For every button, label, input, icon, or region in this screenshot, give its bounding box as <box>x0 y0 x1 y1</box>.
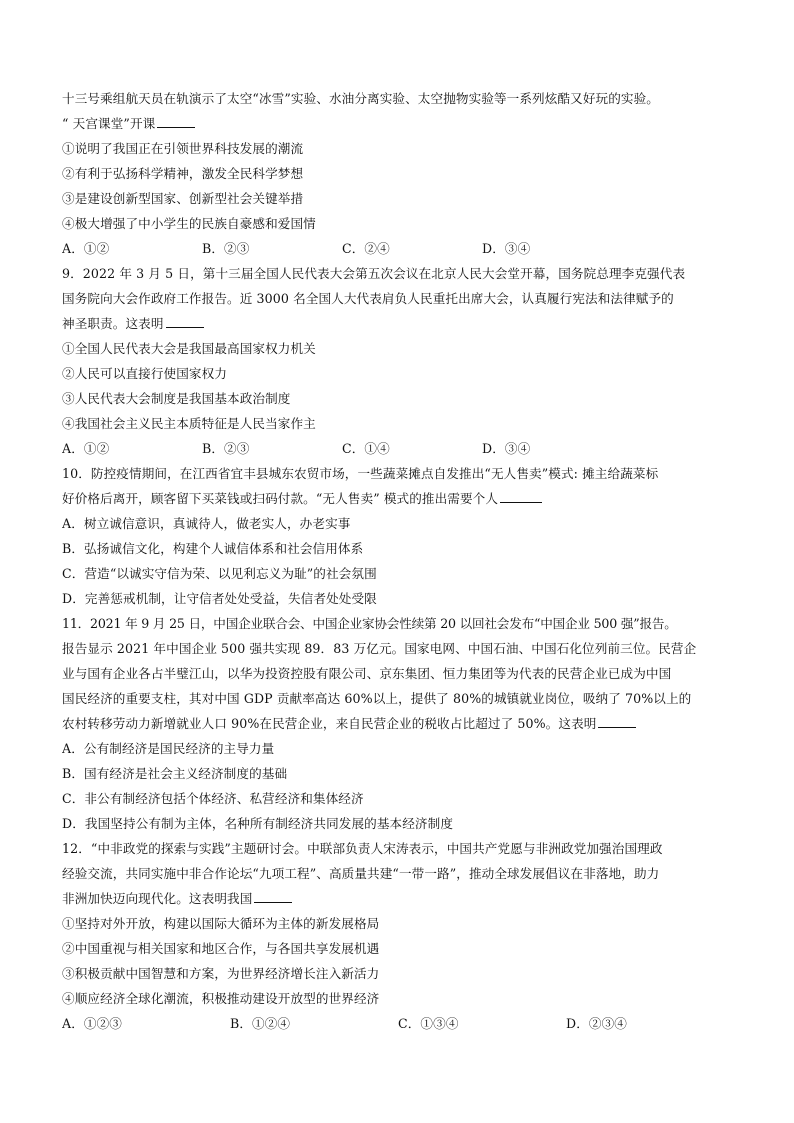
exam-page <box>62 86 738 1036</box>
question-12 <box>62 836 738 1036</box>
answer-choices <box>62 436 738 461</box>
choice-b: B．②③ <box>202 441 250 456</box>
statement: ②中国重视与相关国家和地区合作，与各国共享发展机遇 <box>62 941 380 956</box>
answer-blank <box>166 313 204 328</box>
statement: ③人民代表大会制度是我国基本政治制度 <box>62 391 291 406</box>
statement: ①说明了我国正在引领世界科技发展的潮流 <box>62 141 304 156</box>
question-stem-line: 经验交流，共同实施中非合作论坛“九项工程”、高质量共建“一带一路”，推动全球发展倡议在非落地，助力 <box>62 866 660 881</box>
question-stem-line: “ 天宫课堂”开课 <box>62 111 738 136</box>
statement: ③积极贡献中国智慧和方案，为世界经济增长注入新活力 <box>62 966 380 981</box>
question-stem-line: 9．2022 年 3 月 5 日，第十三届全国人民代表大会第五次会议在北京人民大会堂开幕，国务院总理李克强代表 <box>62 266 686 281</box>
question-stem-line: 国务院向大会作政府工作报告。近 3000 名全国人大代表肩负人民重托出席大会，认真履行宪法和法律赋予的 <box>62 291 674 306</box>
statement: ④极大增强了中小学生的民族自豪感和爱国情 <box>62 216 316 231</box>
statement: ④我国社会主义民主本质特征是人民当家作主 <box>62 416 316 431</box>
question-9 <box>62 261 738 461</box>
choice-c: C．①④ <box>342 441 390 456</box>
answer-blank <box>157 113 195 128</box>
statement: ②人民可以直接行使国家权力 <box>62 366 228 381</box>
answer-choices <box>62 1011 738 1036</box>
option-b: B．国有经济是社会主义经济制度的基础 <box>62 766 288 781</box>
option-c: C．营造“以诚实守信为荣、以见利忘义为耻”的社会氛围 <box>62 566 377 581</box>
option-c: C．非公有制经济包括个体经济、私营经济和集体经济 <box>62 791 364 806</box>
statement: ③是建设创新型国家、创新型社会关键举措 <box>62 191 304 206</box>
answer-blank <box>500 488 542 503</box>
option-b: B．弘扬诚信文化，构建个人诚信体系和社会信用体系 <box>62 541 364 556</box>
choice-d: D．②③④ <box>566 1016 627 1031</box>
statement: ①坚持对外开放，构建以国际大循环为主体的新发展格局 <box>62 916 380 931</box>
option-d: D．我国坚持公有制为主体，名种所有制经济共同发展的基本经济制度 <box>62 816 454 831</box>
question-11 <box>62 611 738 836</box>
choice-b: B．①②④ <box>230 1016 291 1031</box>
choice-a: A．①②③ <box>62 1016 122 1031</box>
question-stem-line: 神圣职责。这表明 <box>62 311 738 336</box>
statement: ①全国人民代表大会是我国最高国家权力机关 <box>62 341 316 356</box>
question-stem-line: 好价格后离开，顾客留下买菜钱或扫码付款。“无人售卖” 模式的推出需要个人 <box>62 486 738 511</box>
question-stem-line: 农村转移劳动力新增就业人口 90%在民营企业，来自民营企业的税收占比超过了 50%。这表明 <box>62 711 738 736</box>
question-stem-line: 业与国有企业各占半璧江山，以华为投资控股有限公司、京东集团、恒力集团等为代表的民营企业已成为中国 <box>62 666 672 681</box>
question-8 <box>62 86 738 261</box>
answer-blank <box>598 713 636 728</box>
choice-d: D．③④ <box>482 441 531 456</box>
question-stem-line: 非洲加快迈向现代化。这表明我国 <box>62 886 738 911</box>
option-a: A．公有制经济是国民经济的主导力量 <box>62 741 275 756</box>
statement: ②有利于弘扬科学精神，激发全民科学梦想 <box>62 166 304 181</box>
choice-c: C．①③④ <box>398 1016 459 1031</box>
question-stem-line: 10．防控疫情期间，在江西省宜丰县城东农贸市场，一些蔬菜摊点自发推出“无人售卖”模式: 摊主给蔬菜标 <box>62 466 659 481</box>
answer-choices <box>62 236 738 261</box>
choice-a: A．①② <box>62 441 110 456</box>
option-a: A．树立诚信意识，真诚待人，做老实人，办老实事 <box>62 516 351 531</box>
question-stem-line: 11．2021 年 9 月 25 日，中国企业联合会、中国企业家协会性续第 20 以回社会发布“中国企业 500 强”报告。 <box>62 616 677 631</box>
question-stem-line: 报告显示 2021 年中国企业 500 强共实现 89．83 万亿元。国家电网、中国石油、中国石化位列前三位。民营企 <box>62 641 697 656</box>
choice-d: D．③④ <box>482 241 531 256</box>
question-stem-line: 12．“中非政党的探索与实践”主题研讨会。中联部负责人宋涛表示，中国共产党愿与非洲政党加强治国理政 <box>62 841 663 856</box>
question-stem-line: 国民经济的重要支柱，其对中国 GDP 贡献率高达 60%以上，提供了 80%的城镇就业岗位，吸纳了 70%以上的 <box>62 691 692 706</box>
question-stem-line: 十三号乘组航天员在轨演示了太空“冰雪”实验、水油分离实验、太空抛物实验等一系列炫酷又好玩的实验。 <box>62 91 659 106</box>
option-d: D．完善惩戒机制，让守信者处处受益，失信者处处受限 <box>62 591 377 606</box>
statement: ④顺应经济全球化潮流，积极推动建设开放型的世界经济 <box>62 991 380 1006</box>
answer-blank <box>254 888 292 903</box>
choice-a: A．①② <box>62 241 110 256</box>
question-10 <box>62 461 738 611</box>
choice-c: C．②④ <box>342 241 390 256</box>
choice-b: B．②③ <box>202 241 250 256</box>
